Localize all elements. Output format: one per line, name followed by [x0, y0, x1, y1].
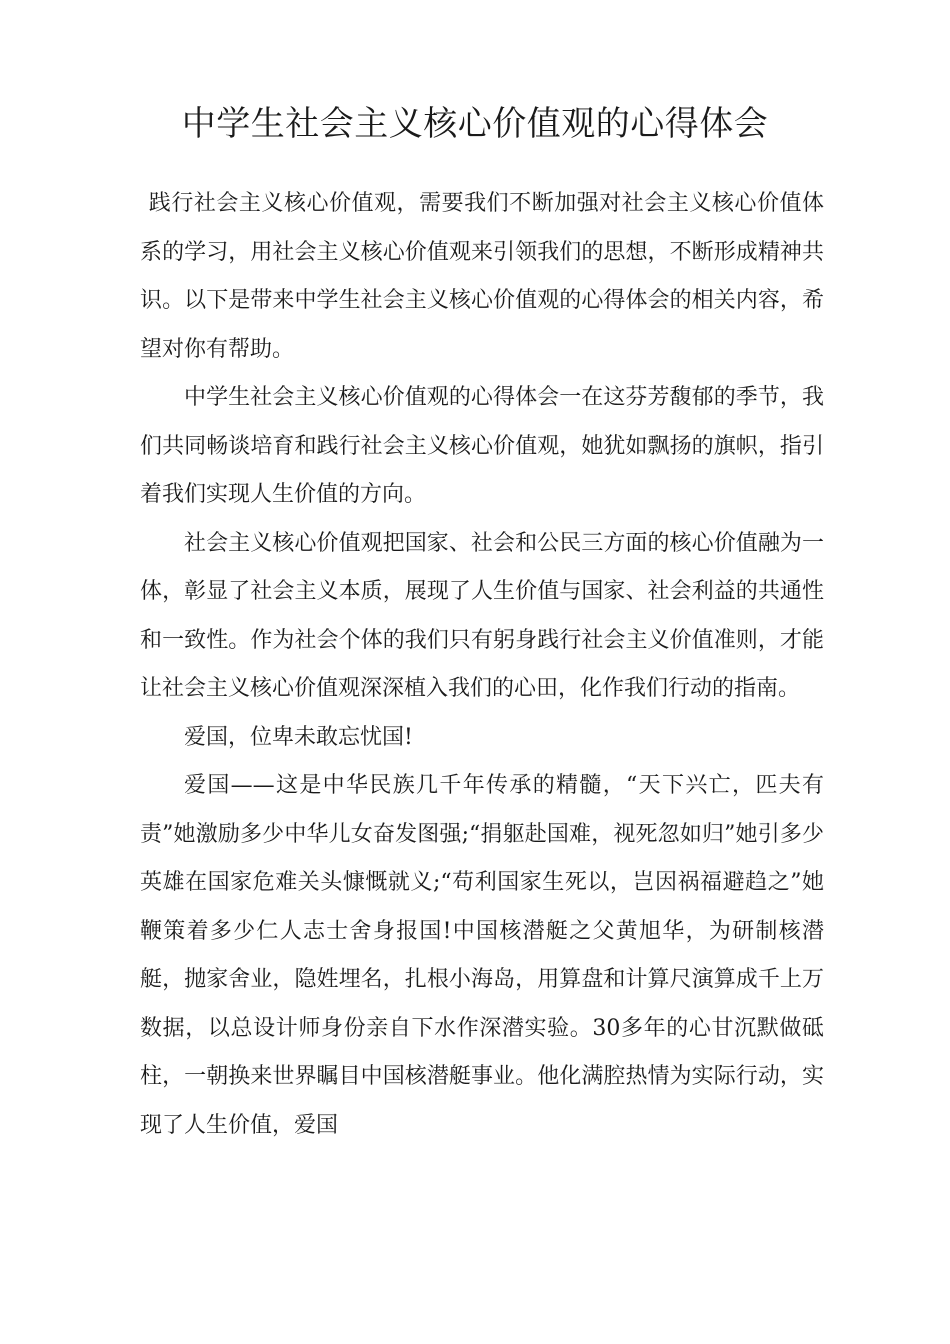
paragraph-patriotism-heading: 爱国，位卑未敢忘忧国! — [184, 724, 413, 750]
document-body — [140, 180, 824, 1150]
paragraph-patriotism: 爱国——这是中华民族几千年传承的精髓，“天下兴亡，匹夫有责”她激励多少中华儿女奋发图强;“捐躯赴国难，视死忽如归”她引多少英雄在国家危难关头慷慨就义;“苟利国家生死以，岂因祸福避趋之”她鞭策着多少仁人志士舍身报国!中国核潜艇之父黄旭华，为研制核潜艇，抛家舍业，隐姓埋名，扎根小海岛，用算盘和计算尺演算成千上万数据，以总设计师身份亲自下水作深潜实验。30多年的心甘沉默做砥柱，一朝换来世界瞩目中国核潜艇事业。他化满腔热情为实际行动，实现了人生价值，爱国 — [140, 773, 824, 1138]
paragraph-core-values: 社会主义核心价值观把国家、社会和公民三方面的核心价值融为一体，彰显了社会主义本质，展现了人生价值与国家、社会利益的共通性和一致性。作为社会个体的我们只有躬身践行社会主义价值准则，才能让社会主义核心价值观深深植入我们的心田，化作我们行动的指南。 — [140, 530, 824, 701]
intro-paragraph: 践行社会主义核心价值观，需要我们不断加强对社会主义核心价值体系的学习，用社会主义核心价值观来引领我们的思想，不断形成精神共识。以下是带来中学生社会主义核心价值观的心得体会的相关内容，希望对你有帮助。 — [140, 191, 824, 362]
document-title: 中学生社会主义核心价值观的心得体会 — [181, 104, 769, 144]
paragraph-season: 中学生社会主义核心价值观的心得体会一在这芬芳馥郁的季节，我们共同畅谈培育和践行社会主义核心价值观，她犹如飘扬的旗帜，指引着我们实现人生价值的方向。 — [140, 385, 824, 507]
